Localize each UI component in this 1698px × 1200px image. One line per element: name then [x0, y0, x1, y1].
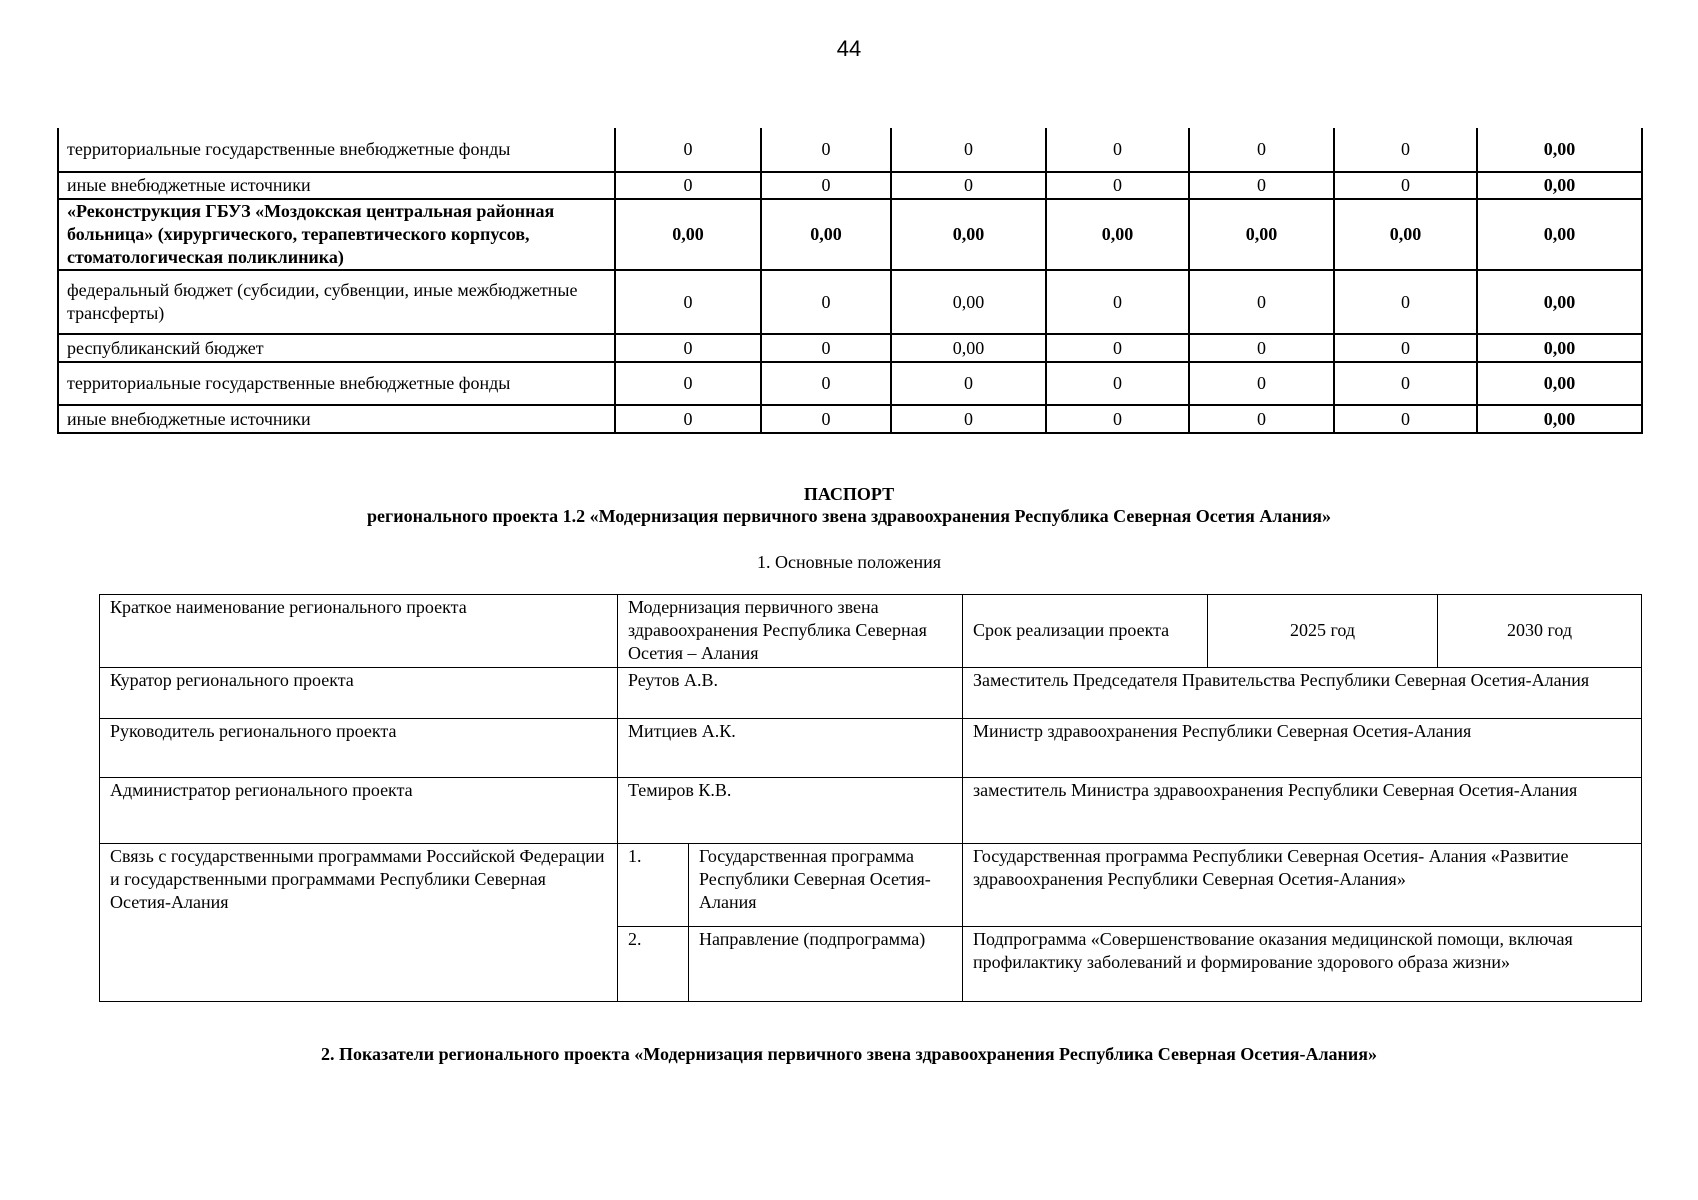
link-2-value: Подпрограмма «Совершенствование оказания медицинской помощи, включая профилактику заболеваний и формирование здорового образа жизни» [963, 927, 1642, 1002]
financing-value: 0 [1046, 172, 1189, 199]
financing-value: 0 [1334, 172, 1477, 199]
financing-row-label: иные внебюджетные источники [58, 405, 615, 433]
financing-value: 0 [1046, 334, 1189, 362]
financing-row [58, 334, 1642, 362]
financing-value: 0 [1334, 405, 1477, 433]
financing-value: 0 [1189, 362, 1334, 405]
passport-table [99, 594, 1642, 1002]
financing-value: 0 [1334, 270, 1477, 334]
financing-value: 0,00 [761, 199, 891, 270]
financing-row-label: федеральный бюджет (субсидии, субвенции, иные межбюджетные трансферты) [58, 270, 615, 334]
financing-value: 0 [615, 334, 761, 362]
financing-row [58, 362, 1642, 405]
financing-total: 0,00 [1477, 334, 1642, 362]
financing-value: 0,00 [891, 334, 1046, 362]
admin-position: заместитель Министра здравоохранения Республики Северная Осетия-Алания [963, 778, 1642, 844]
page-number: 44 [836, 36, 862, 61]
financing-value: 0 [1189, 128, 1334, 172]
term-start: 2025 год [1208, 595, 1438, 668]
financing-value: 0 [761, 172, 891, 199]
financing-value: 0,00 [1334, 199, 1477, 270]
financing-value: 0 [891, 362, 1046, 405]
term-end: 2030 год [1438, 595, 1642, 668]
link-2-number: 2. [618, 927, 689, 1002]
financing-value: 0 [1334, 334, 1477, 362]
curator-label: Куратор регионального проекта [100, 668, 618, 719]
section-title-basic-provisions: 1. Основные положения [757, 552, 941, 572]
passport-row-head [100, 719, 1642, 778]
passport-subtitle: регионального проекта 1.2 «Модернизация первичного звена здравоохранения Республика Северная Осетия Алания» [367, 506, 1331, 526]
financing-value: 0 [891, 128, 1046, 172]
financing-total: 0,00 [1477, 405, 1642, 433]
financing-value: 0 [761, 405, 891, 433]
financing-total: 0,00 [1477, 199, 1642, 270]
financing-row-label: территориальные государственные внебюджетные фонды [58, 362, 615, 405]
passport-title: ПАСПОРТ [803, 484, 895, 504]
financing-value: 0 [891, 172, 1046, 199]
financing-value: 0 [615, 172, 761, 199]
head-position: Министр здравоохранения Республики Северная Осетия-Алания [963, 719, 1642, 778]
financing-value: 0 [615, 270, 761, 334]
financing-total: 0,00 [1477, 128, 1642, 172]
financing-row [58, 199, 1642, 270]
link-1-type: Государственная программа Республики Северная Осетия-Алания [689, 844, 963, 927]
financing-value: 0 [1334, 128, 1477, 172]
financing-total: 0,00 [1477, 270, 1642, 334]
financing-value: 0 [891, 405, 1046, 433]
financing-value: 0,00 [891, 199, 1046, 270]
financing-row-label: иные внебюджетные источники [58, 172, 615, 199]
financing-row [58, 128, 1642, 172]
head-label: Руководитель регионального проекта [100, 719, 618, 778]
link-1-value: Государственная программа Республики Северная Осетия- Алания «Развитие здравоохранения Республики Северная Осетия-Алания» [963, 844, 1642, 927]
section-title-indicators: 2. Показатели регионального проекта «Модернизация первичного звена здравоохранения Республика Северная Осетия-Алания» [320, 1044, 1378, 1064]
financing-row [58, 270, 1642, 334]
term-label: Срок реализации проекта [963, 595, 1208, 668]
financing-table [57, 128, 1643, 434]
financing-value: 0 [1046, 405, 1189, 433]
financing-value: 0,00 [1189, 199, 1334, 270]
link-2-type: Направление (подпрограмма) [689, 927, 963, 1002]
financing-value: 0 [1189, 334, 1334, 362]
short-name-label: Краткое наименование регионального проекта [100, 595, 618, 668]
financing-value: 0 [615, 405, 761, 433]
financing-row-label: территориальные государственные внебюджетные фонды [58, 128, 615, 172]
financing-total: 0,00 [1477, 172, 1642, 199]
admin-label: Администратор регионального проекта [100, 778, 618, 844]
financing-value: 0 [1334, 362, 1477, 405]
curator-position: Заместитель Председателя Правительства Республики Северная Осетия-Алания [963, 668, 1642, 719]
link-label: Связь с государственными программами Российской Федерации и государственными программами Республики Северная Осетия-Алания [100, 844, 618, 1002]
financing-value: 0 [761, 334, 891, 362]
financing-value: 0 [761, 362, 891, 405]
financing-total: 0,00 [1477, 362, 1642, 405]
financing-row [58, 405, 1642, 433]
admin-name: Темиров К.В. [618, 778, 963, 844]
financing-value: 0 [1189, 405, 1334, 433]
financing-row-label: республиканский бюджет [58, 334, 615, 362]
financing-value: 0 [761, 128, 891, 172]
financing-row [58, 172, 1642, 199]
financing-value: 0 [615, 128, 761, 172]
passport-row-curator [100, 668, 1642, 719]
financing-value: 0,00 [615, 199, 761, 270]
passport-row-short-name [100, 595, 1642, 668]
passport-row-admin [100, 778, 1642, 844]
short-name-value: Модернизация первичного звена здравоохранения Республика Северная Осетия – Алания [618, 595, 963, 668]
passport-row-link-1 [100, 844, 1642, 927]
curator-name: Реутов А.В. [618, 668, 963, 719]
financing-value: 0 [761, 270, 891, 334]
financing-value: 0 [1046, 362, 1189, 405]
financing-value: 0,00 [891, 270, 1046, 334]
link-1-number: 1. [618, 844, 689, 927]
financing-value: 0 [1189, 270, 1334, 334]
financing-value: 0 [1046, 270, 1189, 334]
financing-value: 0 [1046, 128, 1189, 172]
financing-value: 0 [1189, 172, 1334, 199]
head-name: Митциев А.К. [618, 719, 963, 778]
financing-value: 0,00 [1046, 199, 1189, 270]
financing-row-label: «Реконструкция ГБУЗ «Моздокская центральная районная больница» (хирургического, терапевтического корпусов, стоматологическая поликлиника) [58, 199, 615, 270]
financing-value: 0 [615, 362, 761, 405]
